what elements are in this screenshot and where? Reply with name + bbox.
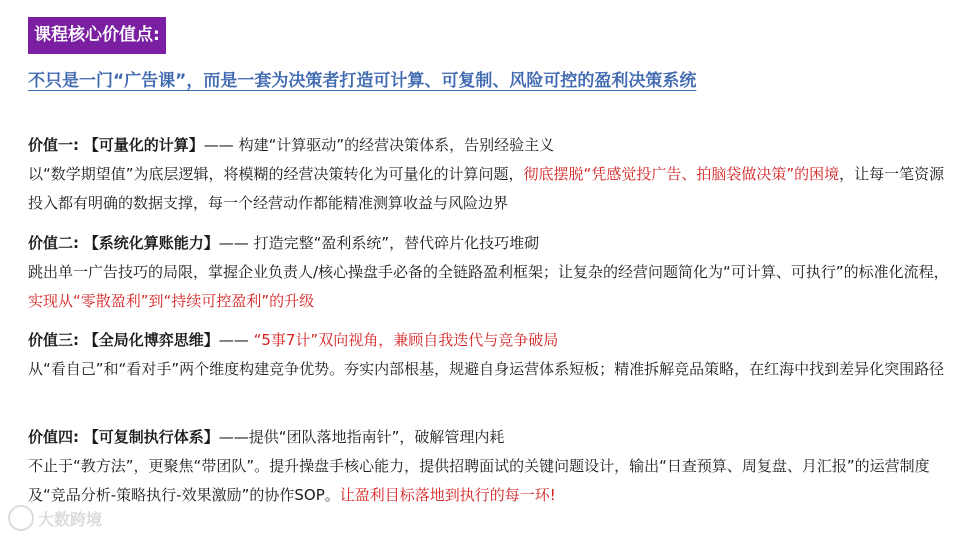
value-dash: ——: [218, 331, 249, 349]
value-body-highlight: 让盈利目标落地到执行的每一环!: [339, 486, 556, 504]
value-label: 价值三:: [28, 331, 79, 349]
value-body-plain: 不止于“教方法”，更聚焦“带团队”。提升操盘手核心能力，提供招聘面试的关键问题设计，输出“日查预算、周复盘、月汇报”的运营制度及“竞品分析-策略执行-效果激励”的协作SOP。: [28, 457, 930, 504]
value-body-highlight: 彻底摆脱“凭感觉投广告、拍脑袋做决策”的困境: [523, 165, 840, 183]
value-label: 价值四:: [28, 428, 79, 446]
watermark-text: 大数跨境: [38, 509, 103, 529]
value-dash: —— 构建“计算驱动”的经营决策体系，告别经验主义: [203, 136, 555, 154]
value-body-plain: 跳出单一广告技巧的局限，掌握企业负责人/核心操盘手必备的全链路盈利框架；让复杂的经营问题简化为“可计算、可执行”的标准化流程，: [28, 263, 949, 281]
value-body-tail: ，让每一笔资源投入都有明确的数据支撑，每一个经营动作都能精准测算收益与风险边界: [28, 165, 945, 212]
value-block-1: [28, 131, 953, 218]
value-body-highlight: 实现从“零散盈利”到“持续可控盈利”的升级: [28, 292, 315, 310]
watermark: [8, 505, 102, 531]
value-body: [28, 258, 953, 316]
value-body-plain: 从“看自己”和“看对手”两个维度构建竞争优势。夯实内部根基，规避自身运营体系短板；精准拆解竞品策略，在红海中找到差异化突围路径: [28, 360, 945, 378]
value-heading: [28, 131, 953, 160]
value-body: [28, 355, 953, 384]
value-body-plain: 以“数学期望值”为底层逻辑，将模糊的经营决策转化为可量化的计算问题，: [28, 165, 524, 183]
value-block-4: [28, 423, 953, 510]
value-body: [28, 452, 953, 510]
watermark-logo-icon: [8, 505, 34, 531]
value-bracket: 【系统化算账能力】: [83, 234, 219, 252]
value-dash: ——提供“团队落地指南针”，破解管理内耗: [218, 428, 505, 446]
value-block-2: [28, 229, 953, 316]
page-subtitle: 不只是一门“广告课”，而是一套为决策者打造可计算、可复制、风险可控的盈利决策系统: [28, 71, 697, 91]
value-label: 价值二:: [28, 234, 79, 252]
value-heading: [28, 423, 953, 452]
value-bracket: 【可量化的计算】: [83, 136, 204, 154]
value-block-3: [28, 326, 953, 384]
value-body: [28, 160, 953, 218]
value-heading: [28, 229, 953, 258]
page-title: 课程核心价值点:: [28, 17, 166, 54]
value-bracket: 【全局化博弈思维】: [83, 331, 219, 349]
value-dash: —— 打造完整“盈利系统”，替代碎片化技巧堆砌: [218, 234, 540, 252]
value-label: 价值一:: [28, 136, 79, 154]
value-dash-highlight: “5事7计”双向视角，兼顾自我迭代与竞争破局: [253, 331, 559, 349]
value-bracket: 【可复制执行体系】: [83, 428, 219, 446]
value-heading: [28, 326, 953, 355]
